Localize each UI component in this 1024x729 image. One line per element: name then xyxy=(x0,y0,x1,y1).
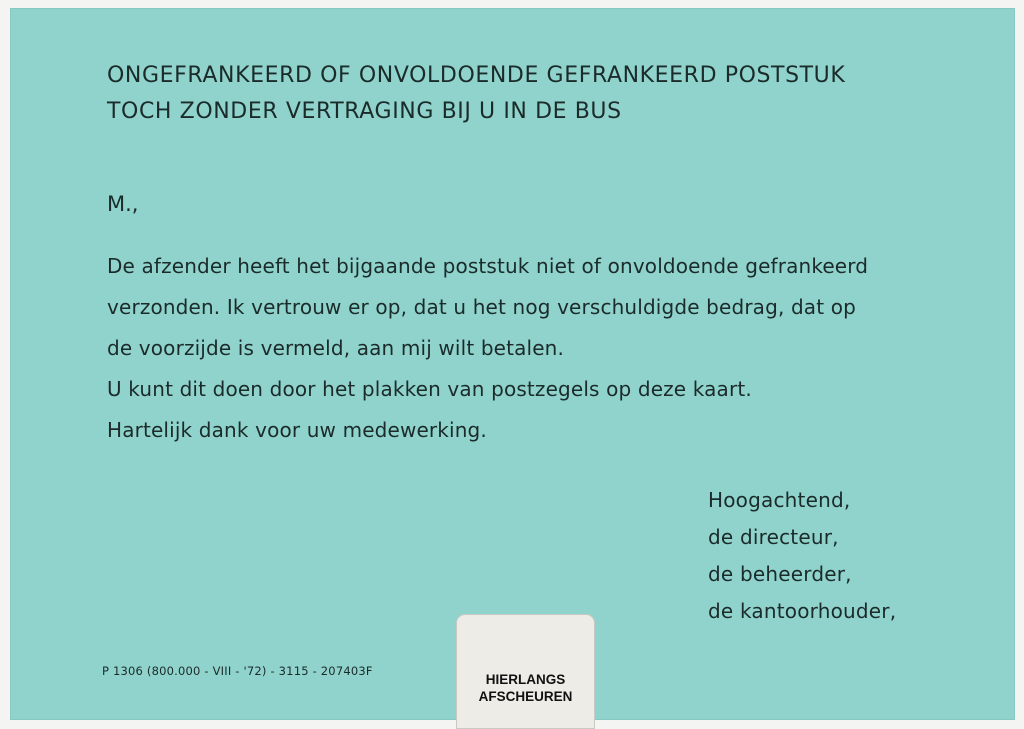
body-line-5: Hartelijk dank voor uw medewerking. xyxy=(107,418,487,442)
closing-line-1: Hoogachtend, xyxy=(708,488,851,512)
tear-label-line-1: HIERLANGS xyxy=(485,672,566,687)
tear-label-line-2: AFSCHEUREN xyxy=(478,689,573,704)
closing-line-2: de directeur, xyxy=(708,525,839,549)
body-line-3: de voorzijde is vermeld, aan mij wilt betalen. xyxy=(107,336,565,360)
body-text xyxy=(107,246,868,451)
body-line-1: De afzender heeft het bijgaande poststuk niet of onvoldoende gefrankeerd xyxy=(107,254,869,278)
body-line-4: U kunt dit doen door het plakken van postzegels op deze kaart. xyxy=(107,377,752,401)
heading-line-1: ONGEFRANKEERD OF ONVOLDOENDE GEFRANKEERD POSTSTUK xyxy=(107,63,846,88)
heading-line-2: TOCH ZONDER VERTRAGING BIJ U IN DE BUS xyxy=(107,99,622,124)
form-code: P 1306 (800.000 - VIII - '72) - 3115 - 207403F xyxy=(102,664,373,678)
closing-line-3: de beheerder, xyxy=(708,562,852,586)
salutation: M., xyxy=(107,192,139,216)
card-heading xyxy=(107,58,845,130)
closing-line-4: de kantoorhouder, xyxy=(708,599,897,623)
body-line-2: verzonden. Ik vertrouw er op, dat u het nog verschuldigde bedrag, dat op xyxy=(107,295,856,319)
postal-card xyxy=(10,8,1015,720)
closing-block xyxy=(708,482,896,630)
tear-off-label xyxy=(456,671,595,705)
tear-off-tab[interactable] xyxy=(456,614,595,729)
